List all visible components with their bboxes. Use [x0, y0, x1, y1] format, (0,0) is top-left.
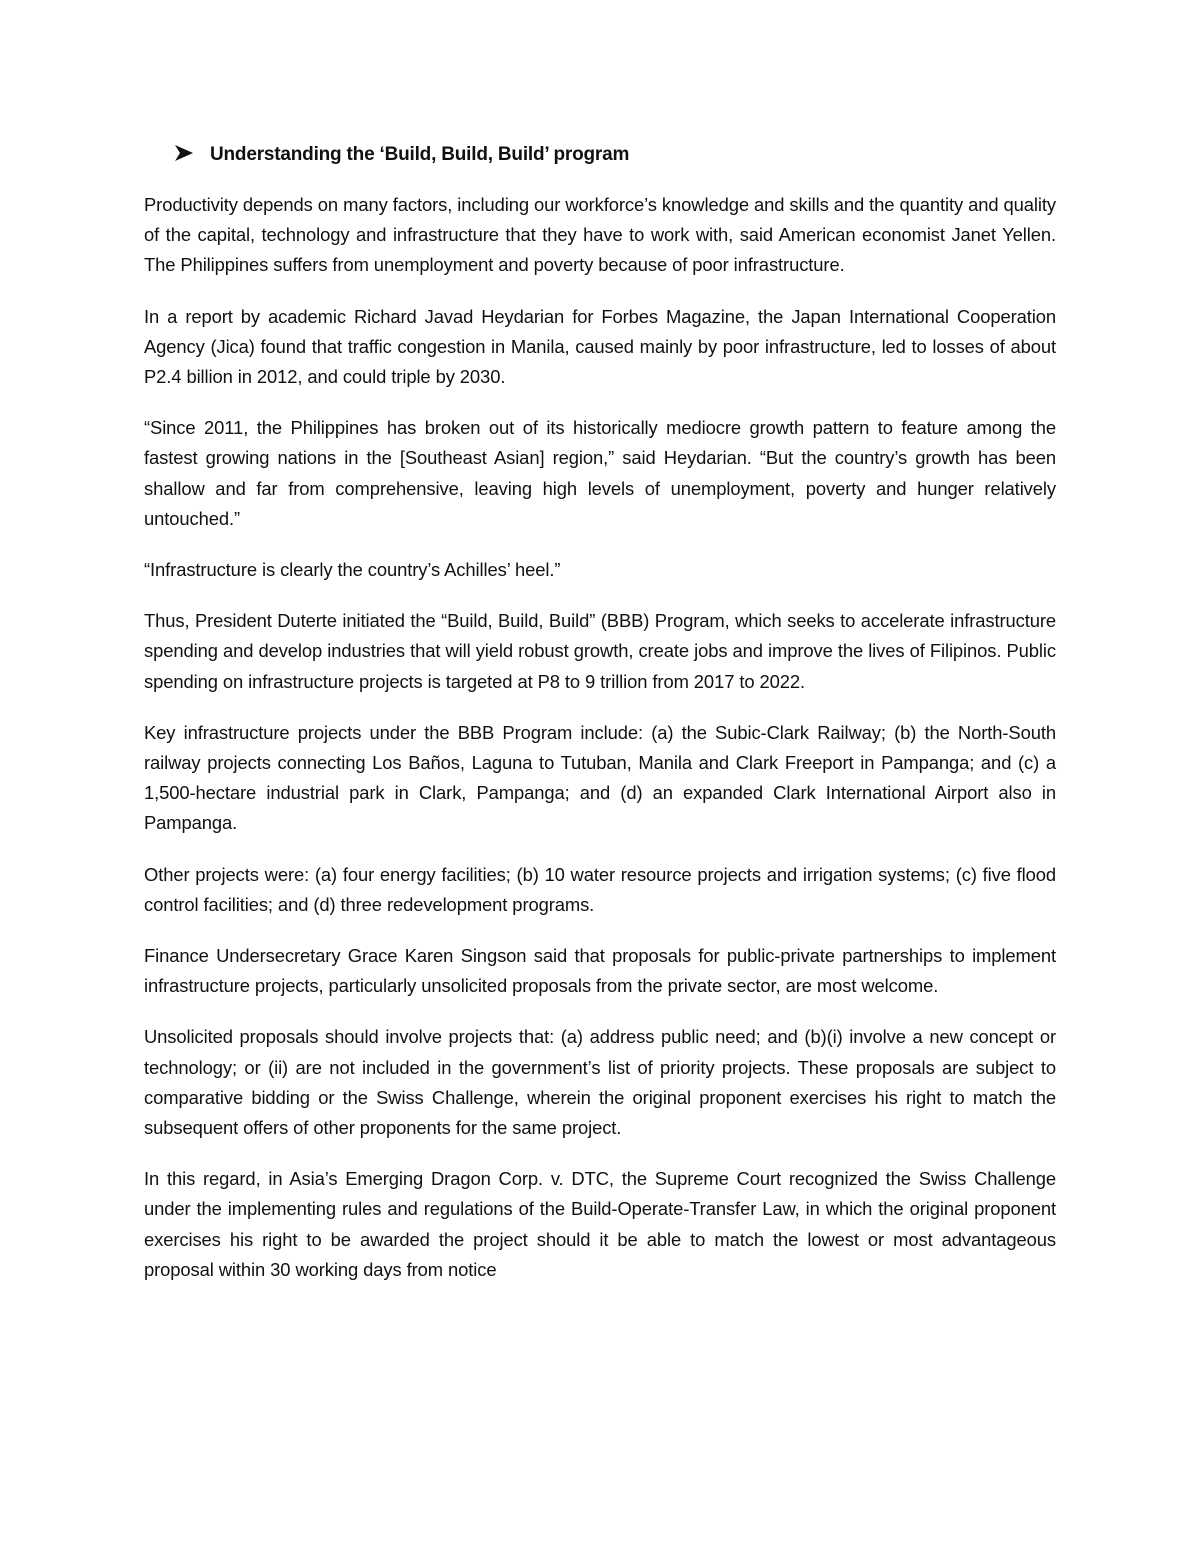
arrowhead-bullet-icon-graphic [174, 144, 194, 162]
paragraph-productivity: Productivity depends on many factors, including our workforce’s knowledge and skills and the quantity and quality of the capital, technology and infrastructure that they have to work with, said American economist Janet Yellen. The Philippines suffers from unemployment and poverty because of poor infrastructure. [144, 194, 1056, 276]
paragraph-jica-report: In a report by academic Richard Javad Heydarian for Forbes Magazine, the Japan International Cooperation Agency (Jica) found that traffic congestion in Manila, caused mainly by poor infrastructure, led to losses of about P2.4 billion in 2012, and could triple by 2030. [144, 305, 1056, 388]
paragraph-other-projects: Other projects were: (a) four energy facilities; (b) 10 water resource projects and irrigation systems; (c) five flood control facilities; and (d) three redevelopment programs. [144, 863, 1056, 915]
paragraph-unsolicited-proposals: Unsolicited proposals should involve projects that: (a) address public need; and (b)(i) involve a new concept or technology; or (ii) are not included in the government’s list of priority projects. These proposals are subject to comparative bidding or the Swiss Challenge, wherein the original proponent exercises his right to match the subsequent offers of other proponents for the same project. [144, 1026, 1056, 1139]
document-body [144, 138, 1056, 1306]
section-heading [144, 138, 1056, 172]
paragraph-bbb-program: Thus, President Duterte initiated the “Build, Build, Build” (BBB) Program, which seeks to accelerate infrastructure spending and develop industries that will yield robust growth, create jobs and improve the lives of Filipinos. Public spending on infrastructure projects is targeted at P8 to 9 trillion from 2017 to 2022. [144, 610, 1056, 692]
paragraph-singson: Finance Undersecretary Grace Karen Singson said that proposals for public-private partnerships to implement infrastructure projects, particularly unsolicited proposals from the private sector, are most welcome. [144, 945, 1056, 997]
paragraph-supreme-court: In this regard, in Asia’s Emerging Dragon Corp. v. DTC, the Supreme Court recognized the Swiss Challenge under the implementing rules and regulations of the Build-Operate-Transfer Law, in which the original proponent exercises his right to be awarded the project should it be able to match the lowest or most advantageous proposal within 30 working days from notice [144, 1168, 1056, 1280]
arrowhead-bullet-icon [174, 144, 196, 166]
paragraph-key-projects: Key infrastructure projects under the BBB Program include: (a) the Subic-Clark Railway; (b) the North-South railway projects connecting Los Baños, Laguna to Tutuban, Manila and Clark Freeport in Pampanga; and (c) a 1,500-hectare industrial park in Clark, Pampanga; and (d) an expanded Clark International Airport also in Pampanga. [144, 721, 1056, 834]
paragraph-heydarian-quote: “Since 2011, the Philippines has broken out of its historically mediocre growth pattern to feature among the fastest growing nations in the [Southeast Asian] region,” said Heydarian. “But the country’s growth has been shallow and far from comprehensive, leaving high levels of unemployment, poverty and hunger relatively untouched.” [144, 417, 1056, 529]
paragraph-achilles-heel: “Infrastructure is clearly the country’s Achilles’ heel.” [144, 559, 561, 581]
section-heading-text: Understanding the ‘Build, Build, Build’ program [210, 144, 630, 165]
